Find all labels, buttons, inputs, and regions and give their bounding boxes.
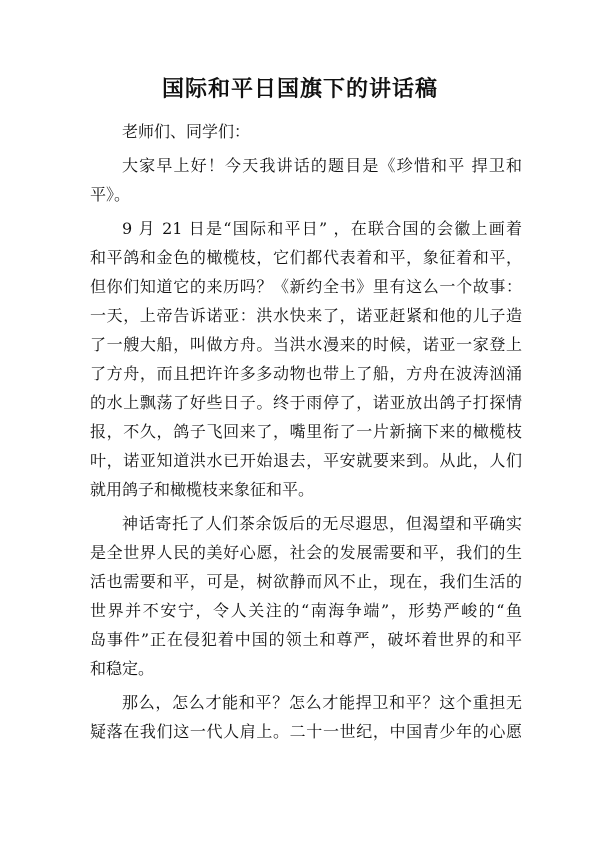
text-line: 报，不久，鸽子飞回来了，嘴里衔了一片新摘下来的橄榄枝: [90, 422, 522, 441]
text-line: 的水上飘荡了好些日子。终于雨停了，诺亚放出鸽子打探情: [90, 393, 522, 412]
text-line: 疑落在我们这一代人肩上。二十一世纪，中国青少年的心愿: [90, 722, 522, 741]
text-line: 了方舟，而且把许许多多动物也带上了船，方舟在波涛汹涌: [90, 364, 522, 383]
text-line: 了一艘大船，叫做方舟。当洪水漫来的时候，诺亚一家登上: [90, 335, 522, 354]
paragraph-story: [90, 214, 522, 504]
text-line: 和平鸽和金色的橄榄枝，它们都代表着和平，象征着和平，: [90, 248, 522, 267]
text-line: 和稳定。: [90, 659, 155, 678]
text-line: 世界并不安宁，令人关注的“南海争端”，形势严峻的“鱼: [90, 601, 522, 620]
text-line: 老师们、同学们：: [122, 122, 251, 141]
paragraph-greeting: [90, 117, 522, 146]
paragraph-question: [90, 688, 522, 746]
paragraph-reflection: [90, 509, 522, 683]
text-line: 神话寄托了人们茶余饭后的无尽遐思，但渴望和平确实: [122, 514, 522, 533]
text-line: 一天，上帝告诉诺亚：洪水快来了，诺亚赶紧和他的儿子造: [90, 306, 522, 325]
text-line: 大家早上好！今天我讲话的题目是《珍惜和平 捍卫和: [122, 156, 522, 175]
document-title: 国际和平日国旗下的讲话稿: [161, 76, 438, 102]
text-line: 叶，诺亚知道洪水已开始退去，平安就要来到。从此，人们: [90, 451, 522, 470]
text-line: 9 月 21 日是“国际和平日” ，在联合国的会徽上画着: [122, 219, 522, 238]
text-line: 是全世界人民的美好心愿，社会的发展需要和平，我们的生: [90, 543, 522, 562]
text-line: 平》。: [90, 185, 131, 204]
text-line: 就用鸽子和橄榄枝来象征和平。: [90, 480, 315, 499]
text-line: 活也需要和平，可是，树欲静而风不止，现在，我们生活的: [90, 572, 522, 591]
document-body: [90, 117, 522, 751]
text-line: 但你们知道它的来历吗？《新约全书》里有这么一个故事：: [90, 277, 522, 296]
text-line: 那么，怎么才能和平？怎么才能捍卫和平？这个重担无: [122, 693, 522, 712]
paragraph-opening: [90, 151, 522, 209]
text-line: 岛事件”正在侵犯着中国的领土和尊严，破坏着世界的和平: [90, 630, 522, 649]
